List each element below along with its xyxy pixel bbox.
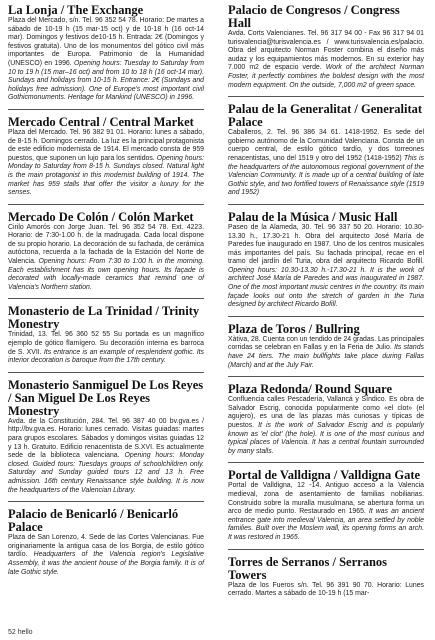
entry-text-es: Paseo de la Alameda, 30. Tel. 96 337 50 20. Horario: 10.30-13.30 h., 17.30-21 h. Obra del arquitecto José María de Paredes fue inaugurado en 1987. Uno de los centros musicales más importantes del país. Su fachada principal, recae en el tramo del jardín del Turia, obra del arquitecto Ricardo Bofill. — [228, 223, 424, 266]
entry-title: Palacio de Benicarló / Benicarló Palace — [8, 507, 179, 535]
entry-text — [8, 224, 204, 293]
entry-text-es: Plaza del Mercado, s/n. Tel. 96 352 54 78. Horario: De martes a sábado de 10-19 h (15 mar-15 oct) y de 10-18 h (16 oct-14 mar). Domingos y festivos de10-15 h. Entrada: 2€ (Domingos y festivos gratuita). Uno de los monumentos del gótico civil más importantes de Europa. Patrimonio de la Humanidad (UNESCO) en 1996. — [8, 17, 204, 67]
entry-text — [8, 17, 204, 103]
left-column — [8, 0, 204, 589]
entry-palau-musica — [228, 211, 424, 317]
entry-title: Monasterio de La Trinidad / Trinity Monestry — [8, 304, 200, 332]
entry-text-en: It is the work of Salvador Escrig and is popularly known as 'el clot' (the hole). It is one of the most curious and typical places of Valencia. It has a central fountain surrounded by many stalls. — [228, 422, 425, 455]
entry-text — [228, 396, 424, 456]
entry-text — [228, 336, 424, 370]
entry-text — [228, 582, 424, 599]
entry-text — [8, 534, 204, 577]
entry-title: Palau de la Generalitat / Generalitat Palace — [228, 102, 423, 130]
entry-text-en: Opening hours: Monday closed. Guided tours: Tuesdays groups of schoolchildren only. Saturday and Sunday guided tours 12 and 13 h. Free admission. 16th century Renaissance style building. It is now the headquarters of the Valencian Library. — [8, 452, 204, 494]
entry-title: Torres de Serranos / Serranos Towers — [228, 554, 388, 582]
entry-text-en: Its stands have 24 tiers. The main bullfights take place during Fallas (March) and at the July Fair. — [228, 344, 424, 369]
right-column — [228, 0, 424, 611]
entry-text-es: Plaza de los Fueros s/n. Tel. 96 391 90 70. Horario: Lunes cerrado. Martes a sábado de 10-19 h (15 mar- — [228, 581, 424, 598]
entry-plaza-redonda — [228, 383, 424, 463]
entry-plaza-toros — [228, 323, 424, 377]
entry-text-en: Headquarters of the Valencia region's Legislative Assembly, it was the ancient house of the Borgia family. It is of late Gothic style. — [8, 551, 204, 576]
entry-text — [228, 129, 424, 198]
page-number: 52 hello — [8, 629, 33, 636]
entry-title: Plaza Redonda/ Round Square — [228, 382, 393, 397]
entry-palau-generalitat — [228, 103, 424, 205]
entry-title: Palau de la Música / Music Hall — [228, 209, 398, 224]
entry-mercado-central — [8, 116, 204, 205]
entry-monasterio-san-miguel — [8, 379, 204, 502]
entry-title: Palacio de Congresos / Congress Hall — [228, 3, 400, 30]
entry-mercado-colon — [8, 211, 204, 300]
entry-text-es: Trinidad, 13. Tel. 96 360 52 55 Su portada es un magnífico ejemplo de gótico flamígero. Su decoración interna es barroca de S. XVII. — [8, 331, 204, 356]
entry-text — [228, 30, 424, 90]
entry-text-en: Opening hours: From 7:30 to 1:00 h. in the morning. Each establishment has its own opening hours. Its façade is decorated with locally-made ceramics that remind one of Valencia's Northern station. — [8, 258, 204, 291]
entry-text-es: Avda. Corts Valencianes. Tel. 96 317 94 00 - Fax 96 317 94 01 turisvalencia@turisvalencia.es / www.turisvalencia.es/palacio. Obra del arquitecto Norman Foster combina el diseño más audaz y los equipamientos más modernos. En su exterior hay 7.000 m2 de espacio verde. — [228, 30, 424, 72]
entry-text-en: Its entrance is an example of resplendent gothic. Its interior decoration is baroque from the 17th century. — [8, 348, 204, 365]
entry-text-en: Work of the architect Norman Foster, it perfectly combines the boldest design with the most modern equipment. On the outside, 7,000 m2 of green space. — [228, 64, 424, 89]
entry-title: Portal de Valldigna / Valldigna Gate — [228, 468, 421, 483]
entry-title: Mercado De Colón / Colón Market — [8, 209, 194, 224]
entry-portal-valldigna — [228, 469, 424, 549]
entry-text-es: Caballeros, 2. Tel. 96 386 34 61. 1418-1952. Es sede del gobierno autónomo de la Comunidad Valenciana. Consta de un cuerpo central, de estilo gótico tardío, y dos torreones renacentistas, uno del 1519 y otro del 1952 (1418-1952) — [228, 129, 424, 162]
entry-text-en: Opening hours: Monday to Saturday from 8-15 h. Sundays closed. Natural light is the main protagonist in this modernist building of 1914. The market has 959 stalls that offer the visitor a luxury for the senses. — [8, 154, 204, 197]
entry-palacio-congresos — [228, 4, 424, 97]
entry-monasterio-trinidad — [8, 305, 204, 372]
entry-palacio-benicarlo — [8, 508, 204, 583]
entry-text-en: Opening hours: 10.30-13.30 h.-17.30-21 h. It is the work of architect José María de Paredes and was inaugurated in 1987. One of the most important music centres in the country. Its main façade looks out onto the stretch of garden in the Turia designed by architect Ricardo Bofill. — [228, 266, 424, 309]
entry-text-es: Cirilo Amorós con Jorge Juan. Tel. 96 352 54 78. Ext. 4223. Horario: de 7:30-1.00 h. de la madrugada. Cada local dispone de su propio horario. La decoración de su fachada, de cerámica autóctona, recuerda a la fachada de la Estación del Norte de Valencia. — [8, 223, 204, 266]
entry-text — [8, 129, 204, 198]
entry-text — [228, 224, 424, 310]
entry-text-en: It was an ancient entrance gate into medieval Valencia, an area settled by noble families. Built over the Moslem wall, its opening forms an arch. It was restored in 1965. — [228, 508, 425, 541]
entry-title: Monasterio Sanmiguel De Los Reyes / San Miguel De Los Reyes Monestry — [8, 377, 204, 418]
entry-torres-serranos — [228, 556, 424, 605]
entry-title: Mercado Central / Central Market — [8, 114, 194, 129]
entry-text-es: Portal de Valldigna, 12 -14. Antiguo acceso a la Valencia medieval, zona de asentamiento de familias nobiliarias. Construido sobre la muralla musulmana, se abertura forma un arco de medio punto. Restaurado en 1965. — [228, 482, 424, 516]
entry-text-es: Plaza del Mercado. Tel. 96 382 91 01. Horario: lunes a sábado, de 8-15 h. Domingos cerrado. La luz es la principal protagonista de este edificio modernista de 1914. El mercado consta de 959 puestos, que suponen un lujo para los sentidos. — [8, 128, 204, 162]
entry-text-en: This is the headquarters of the autonomous regional government of the Valencian Community. It is made up of a central building of late Gothic style, and two fortified towers of Renaissance style (1519 and 1952) — [228, 154, 424, 197]
entry-text-es: Plaza de San Lorenzo, 4. Sede de las Cortes Valencianas. Fue originariamente la antigua casa de los Borgia, de estilo gótico tardío. — [8, 534, 204, 559]
entry-text-es: Avda. de la Constitución, 284. Tel. 96 387 40 00 bv.gva.es / http://bv.gva.es. Horario: lunes cerrado. Visitas guiadas: martes para grupos escolares. Sábados y domingos visitas guiadas 12 y 13 h. Gratuito. Edificio renacentista de S.XVI. Es actualmente sede de la biblioteca valenciana. — [8, 417, 204, 460]
entry-text-es: Xàtiva, 28. Cuenta con un tendido de 24 gradas. Las principales corridas se celebran en Fallas y en la Feria de Julio. — [228, 335, 424, 352]
entry-lonja — [8, 4, 204, 110]
entry-text-es: Confluencia calles Pescadería, Vallancá y Síndico. Es obra de Salvador Escrig, conocida popularmente como «el clot» (el agujero), es una de las plazas más curiosas y típicas de puestos. — [228, 396, 424, 429]
entry-title: Plaza de Toros / Bullring — [228, 321, 360, 336]
entry-text-en: Opening hours: Tuesday to Saturday from 10 to 19 h (15 mar–16 oct) and from 10 to 18 h (16 oct-14 mar). Sundays and holidays from 10-15 h. Entrance: 2€ (Sundays and holidays free admission). One of Europe's most important civil Gothicmonuments. Heritage for Mankind (UNESCO) in 1996. — [8, 59, 204, 102]
entry-title: La Lonja / The Exchange — [8, 3, 144, 17]
entry-text — [228, 482, 424, 542]
entry-text — [8, 418, 204, 495]
entry-text — [8, 331, 204, 365]
